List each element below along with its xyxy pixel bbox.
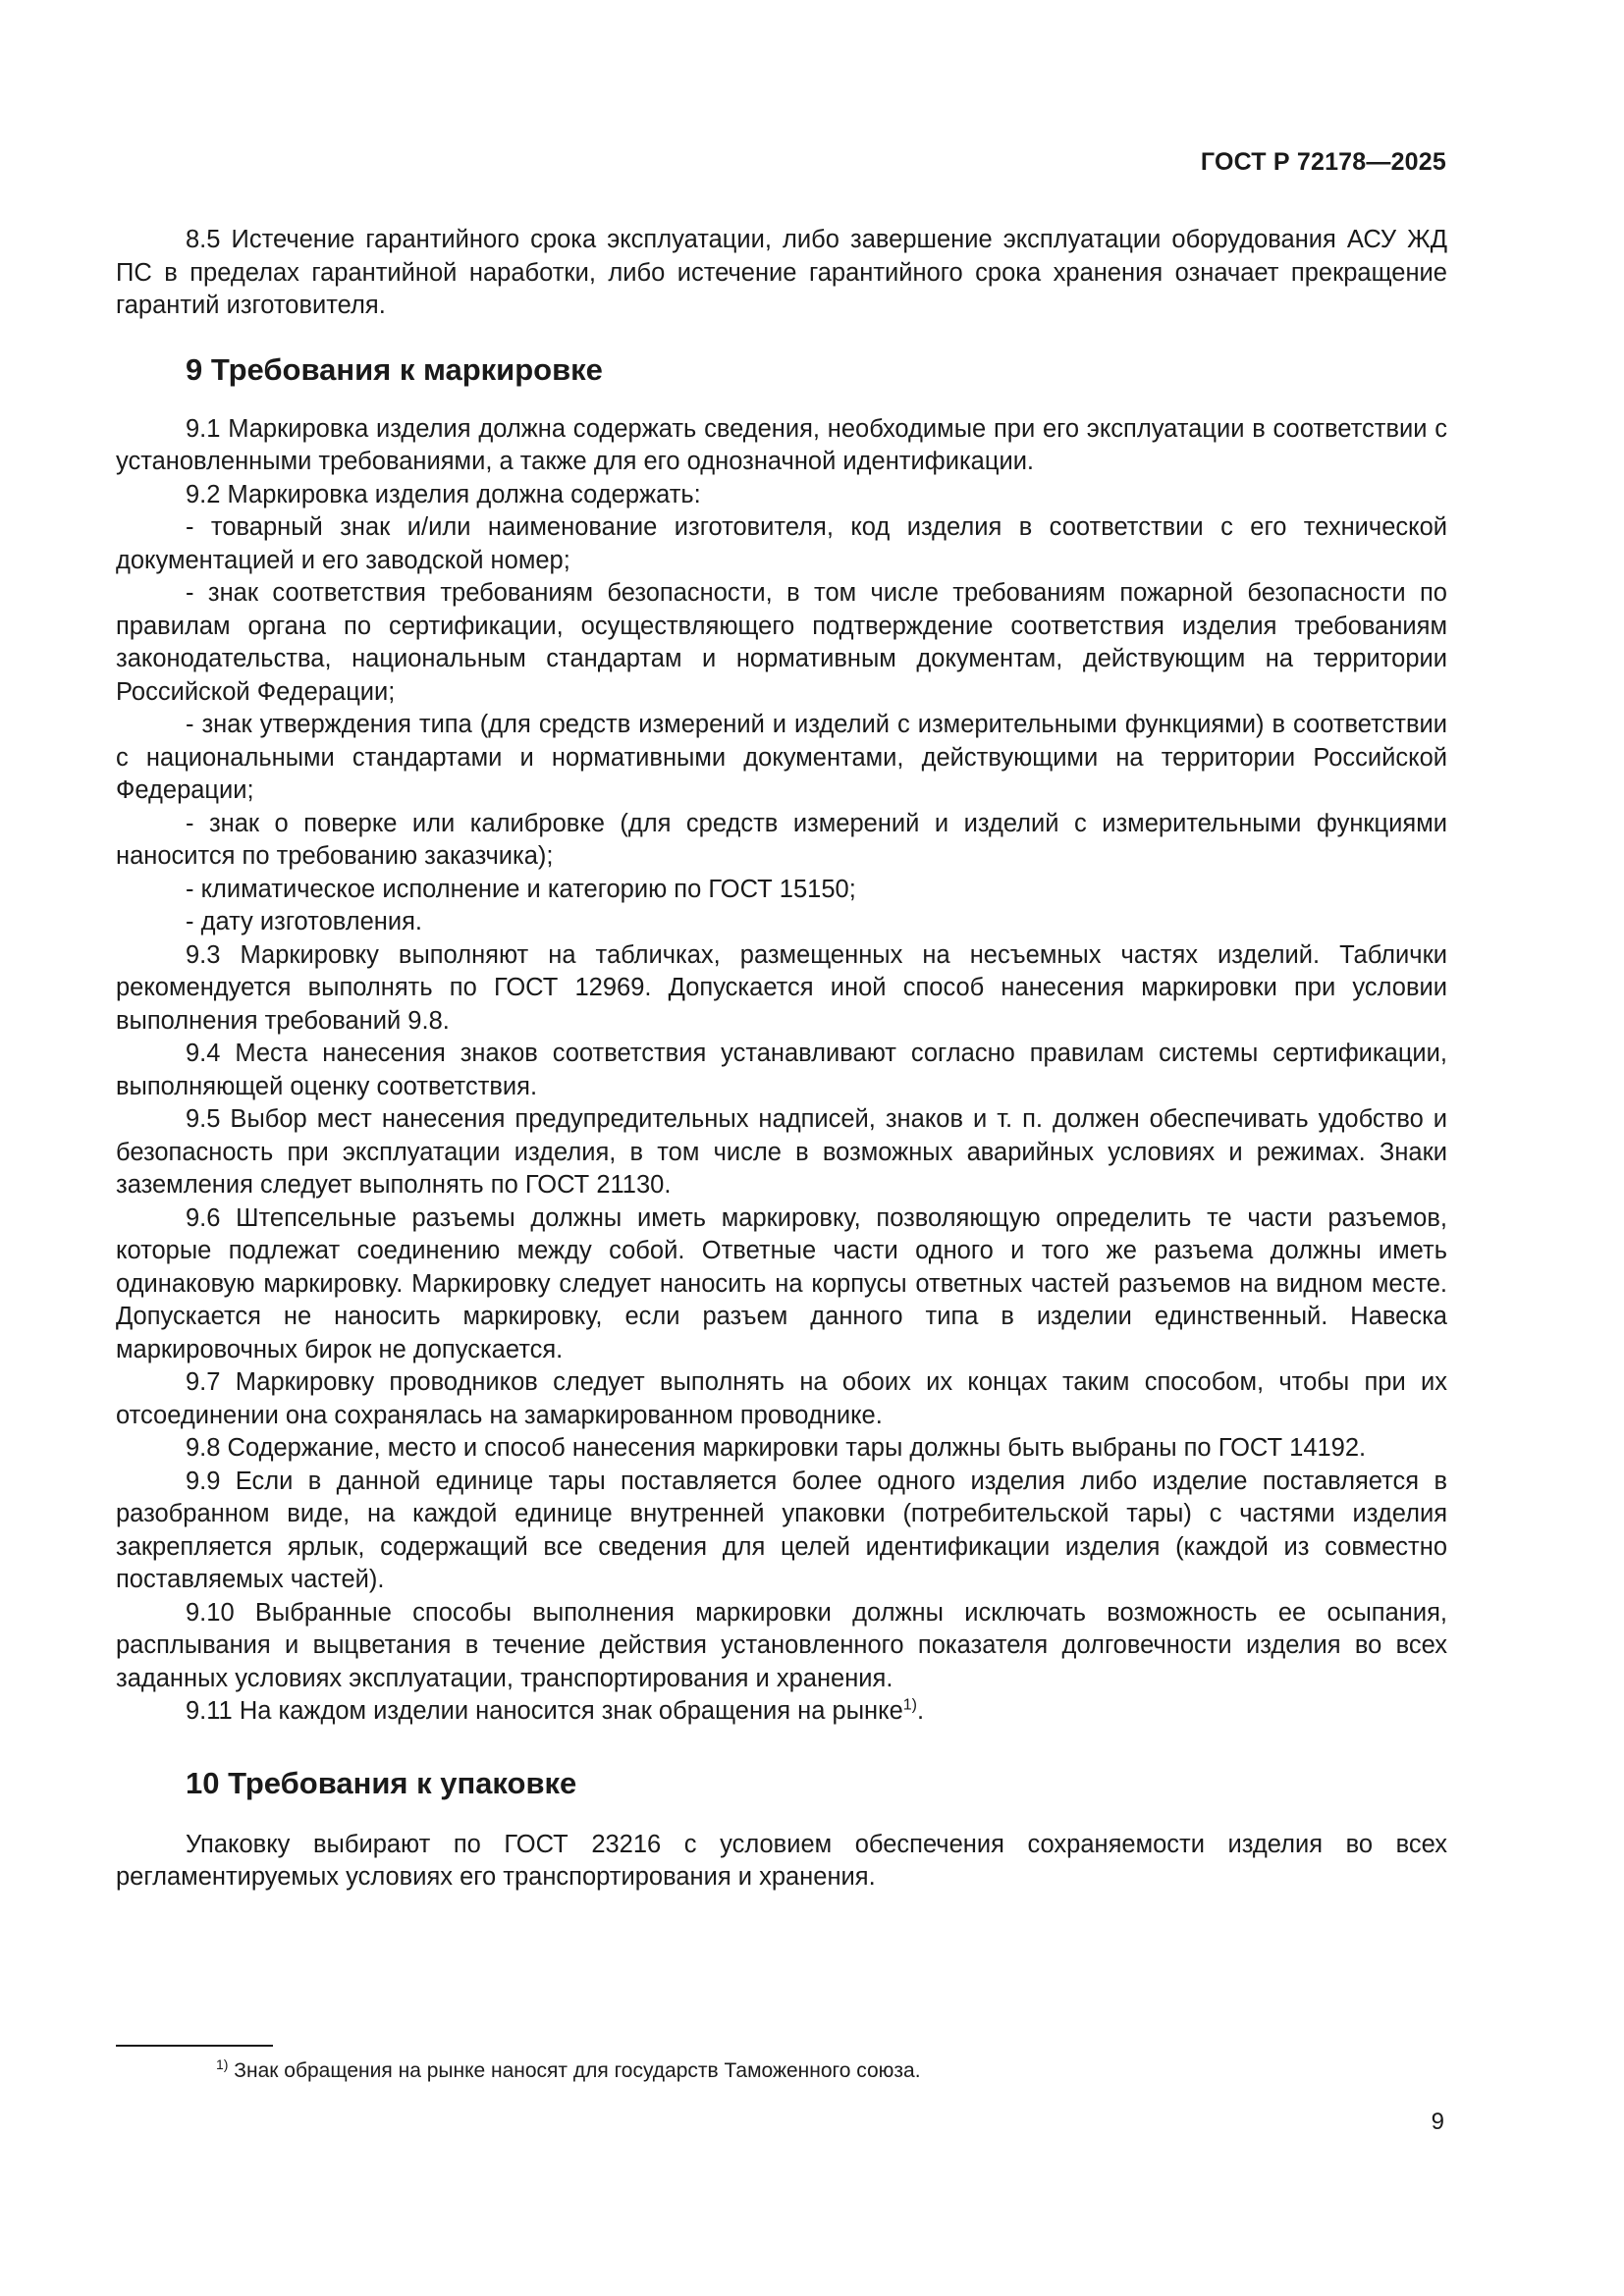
page-number: 9 — [1431, 2109, 1444, 2135]
paragraph-9-1: 9.1 Маркировка изделия должна содержать сведения, необходимые при его эксплуатации в соответствии с установленными требованиями, а также для его однозначной идентификации. — [116, 414, 1447, 475]
document-code: ГОСТ Р 72178—2025 — [1200, 148, 1446, 176]
paragraph-9-11-text: 9.11 На каждом изделии наносится знак обращения на рынке — [186, 1697, 903, 1725]
paragraph-9-6: 9.6 Штепсельные разъемы должны иметь маркировку, позволяющую определить те части разъемов, которые подлежат соединению между собой. Ответные части одного и того же разъема должны иметь одинаковую маркировку. Маркировку следует наносить на корпусы ответных частей разъемов на видном месте. Допускается не наносить маркировку, если разъем данного типа в изделии единственный. Навеска маркировочных бирок не допускается. — [116, 1203, 1447, 1363]
section-9-heading: 9 Требования к маркировке — [186, 351, 603, 387]
page-content — [116, 224, 1447, 1895]
list-item: - знак соответствия требованиям безопасности, в том числе требованиям пожарной безопасности по правилам органа по сертификации, осуществляющего подтверждение соответствия изделия требованиям законодательства, национальным стандартам и нормативным документам, действующим на территории Российской Федерации; — [116, 579, 1447, 706]
paragraph-9-11 — [116, 1695, 1447, 1729]
list-item: - дату изготовления. — [186, 908, 422, 935]
list-item: - знак о поверке или калибровке (для средств измерений и изделий с измерительными функциями наносится по требованию заказчика); — [116, 809, 1447, 870]
footnote — [216, 2058, 921, 2084]
footnote-text: Знак обращения на рынке наносят для государств Таможенного союза. — [228, 2059, 921, 2082]
paragraph-9-11-end: . — [916, 1697, 925, 1725]
footnote-marker: 1) — [216, 2056, 229, 2072]
section-10-heading: 10 Требования к упаковке — [186, 1765, 577, 1800]
paragraph-9-4: 9.4 Места нанесения знаков соответствия устанавливают согласно правилам системы сертификации, выполняющей оценку соответствия. — [116, 1040, 1447, 1100]
paragraph-8-5: 8.5 Истечение гарантийного срока эксплуатации, либо завершение эксплуатации оборудования АСУ ЖД ПС в пределах гарантийной наработки, либо истечение гарантийного срока хранения означает прекращение гарантий изготовителя. — [116, 226, 1447, 319]
paragraph-9-9: 9.9 Если в данной единице тары поставляется более одного изделия либо изделие поставляется в разобранном виде, на каждой единице внутренней упаковки (потребительской тары) с частями изделия закрепляется ярлык, содержащий все сведения для целей идентификации изделия (каждой из совместно поставляемых частей). — [116, 1467, 1447, 1593]
paragraph-9-7: 9.7 Маркировку проводников следует выполнять на обоих их концах таким способом, чтобы при их отсоединении она сохранялась на замаркированном проводнике. — [116, 1368, 1447, 1429]
paragraph-9-2: 9.2 Маркировка изделия должна содержать: — [186, 480, 701, 508]
paragraph-9-10: 9.10 Выбранные способы выполнения маркировки должны исключать возможность ее осыпания, расплывания и выцветания в течение действия установленного показателя долговечности изделия во всех заданных условиях эксплуатации, транспортирования и хранения. — [116, 1598, 1447, 1692]
list-item: - климатическое исполнение и категорию по ГОСТ 15150; — [186, 875, 856, 903]
paragraph-9-5: 9.5 Выбор мест нанесения предупредительных надписей, знаков и т. п. должен обеспечивать удобство и безопасность при эксплуатации изделия, в том числе в возможных аварийных условиях и режимах. Знаки заземления следует выполнять по ГОСТ 21130. — [116, 1105, 1447, 1199]
paragraph-9-3: 9.3 Маркировку выполняют на табличках, размещенных на несъемных частях изделий. Таблички рекомендуется выполнять по ГОСТ 12969. Допускается иной способ нанесения маркировки при условии выполнения требований 9.8. — [116, 940, 1447, 1035]
list-item: - знак утверждения типа (для средств измерений и изделий с измерительными функциями) в соответствии с национальными стандартами и нормативными документами, действующими на территории Российской Федерации; — [116, 711, 1447, 804]
footnote-reference[interactable]: 1) — [902, 1696, 917, 1714]
paragraph-10: Упаковку выбирают по ГОСТ 23216 с условием обеспечения сохраняемости изделия во всех регламентируемых условиях его транспортирования и хранения. — [116, 1830, 1447, 1891]
paragraph-9-8: 9.8 Содержание, место и способ нанесения маркировки тары должны быть выбраны по ГОСТ 14192. — [186, 1434, 1367, 1462]
footnote-separator — [116, 2045, 273, 2047]
list-item: - товарный знак и/или наименование изготовителя, код изделия в соответствии с его технической документацией и его заводской номер; — [116, 513, 1447, 574]
